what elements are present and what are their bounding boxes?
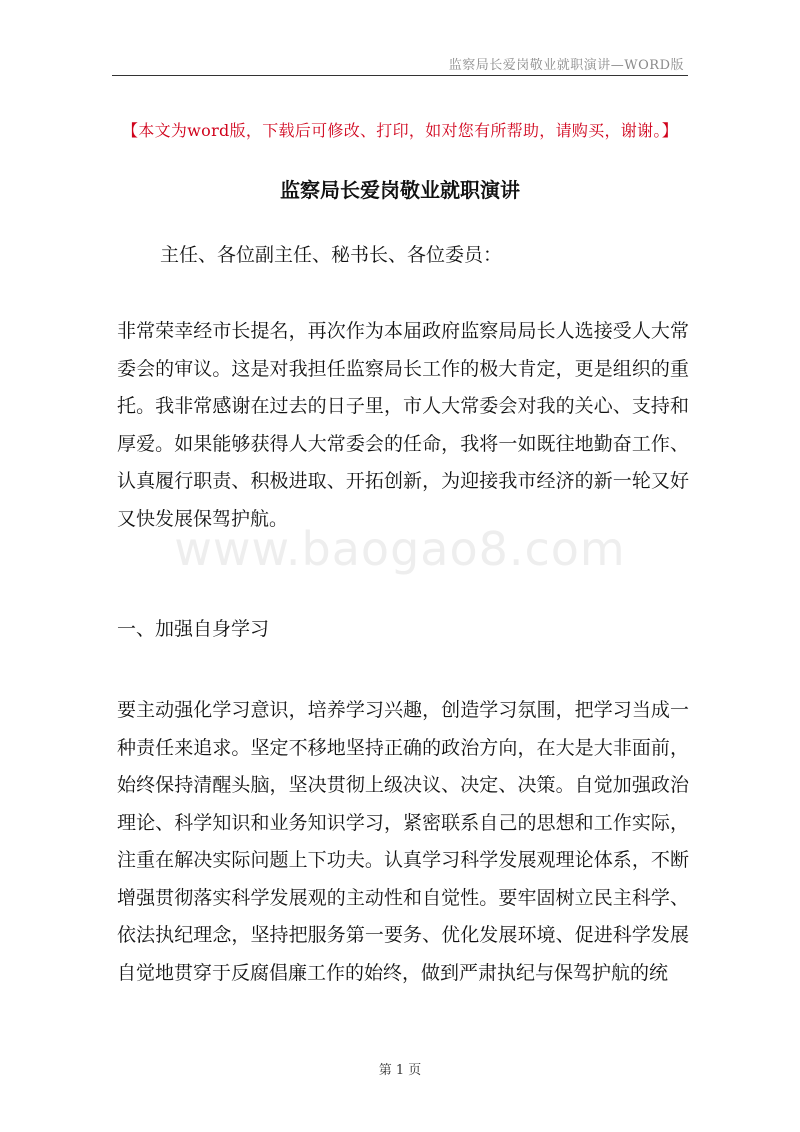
download-notice: 【本文为word版，下载后可修改、打印，如对您有所帮助，请购买，谢谢。】 [121,121,679,140]
watermark: www.baogao8.com [174,522,626,576]
header-title: 监察局长爱岗敬业就职演讲—WORD版 [448,58,684,73]
paragraph-intro: 非常荣幸经市长提名，再次作为本届政府监察局局长人选接受人大常委会的审议。这是对我担任监察局长工作的极大肯定，更是组织的重托。我非常感谢在过去的日子里，市人大常委会对我的关心、支持和厚爱。如果能够获得人大常委会的任命，我将一如既往地勤奋工作、认真履行职责、积极进取、开拓创新，为迎接我市经济的新一轮又好又快发展保驾护航。 [117,320,689,530]
paragraph-study: 要主动强化学习意识，培养学习兴趣，创造学习氛围，把学习当成一种责任来追求。坚定不移地坚持正确的政治方向，在大是大非面前，始终保持清醒头脑，坚决贯彻上级决议、决定、决策。自觉加强政治理论、科学知识和业务知识学习，紧密联系自己的思想和工作实际，注重在解决实际问题上下功夫。认真学习科学发展观理论体系，不断增强贯彻落实科学发展观的主动性和自觉性。要牢固树立民主科学、依法执纪理念，坚持把服务第一要务、优化发展环境、促进科学发展自觉地贯穿于反腐倡廉工作的始终，做到严肃执纪与保驾护航的统 [117,699,689,984]
header-divider [112,75,688,76]
document-title: 监察局长爱岗敬业就职演讲 [280,178,520,202]
salutation: 主任、各位副主任、秘书长、各位委员： [160,244,503,266]
section-heading: 一、加强自身学习 [117,618,270,640]
page-number: 第 1 页 [378,1063,422,1078]
